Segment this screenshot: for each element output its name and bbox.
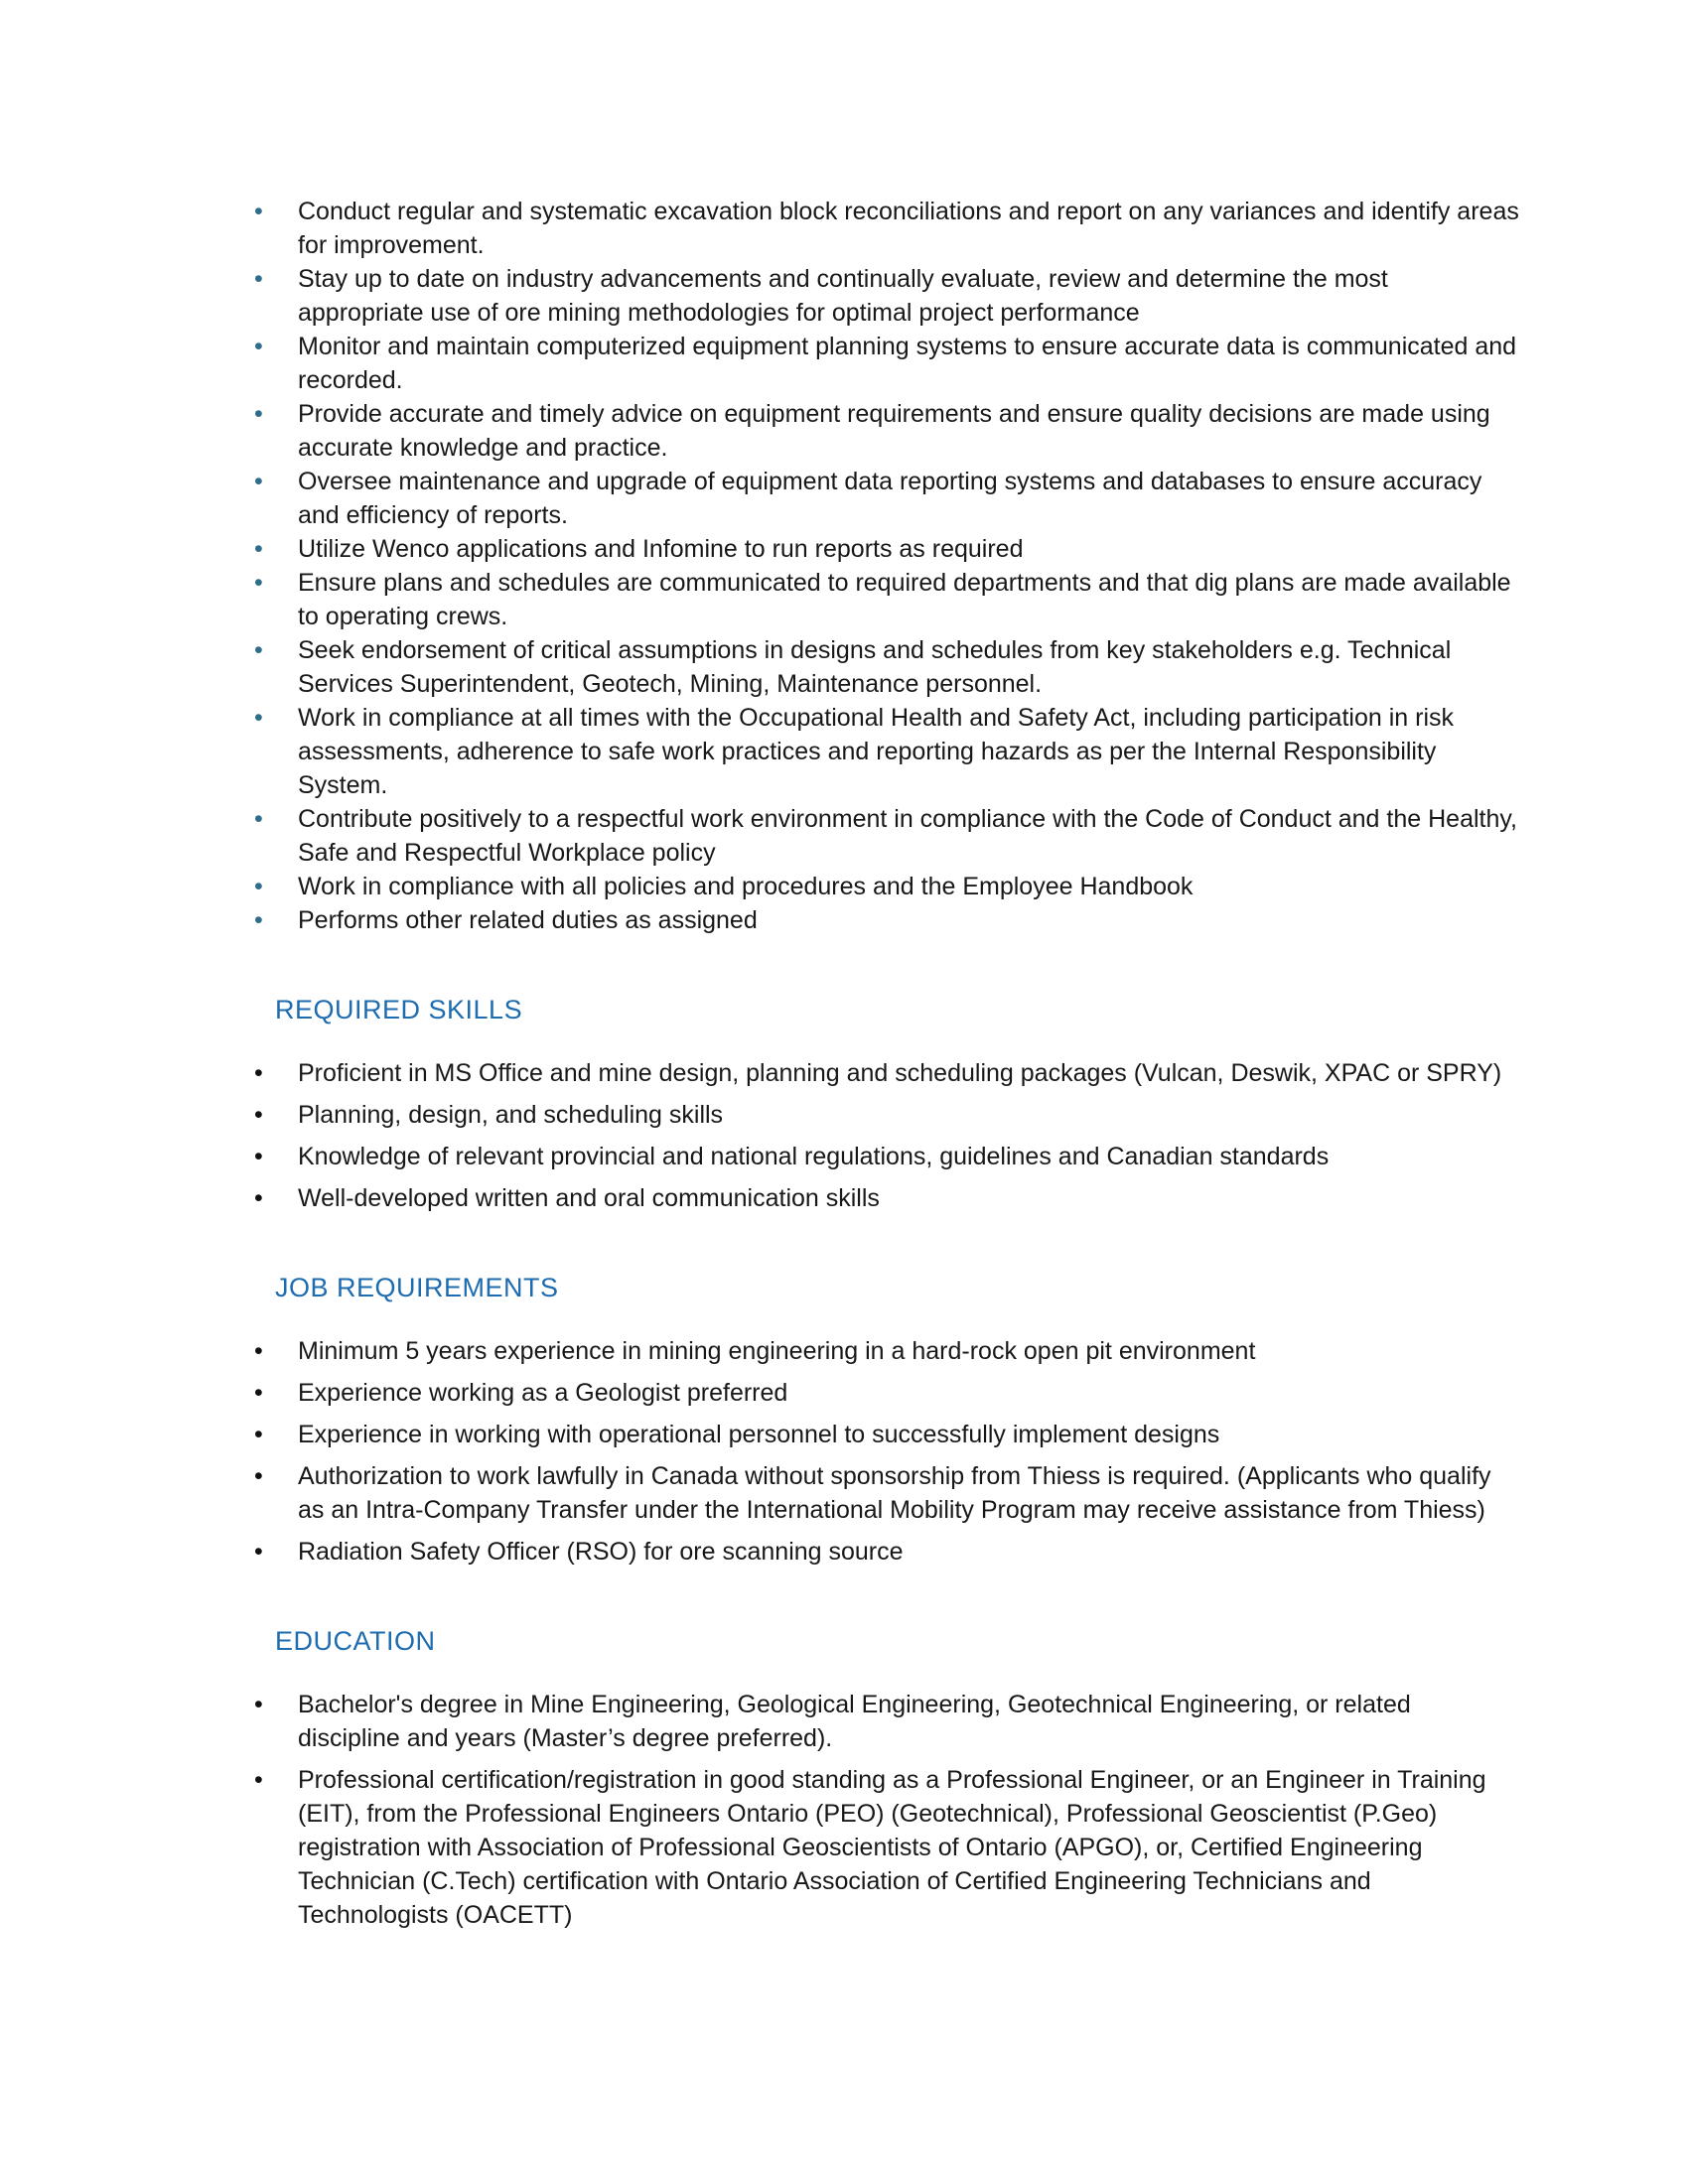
bullet-icon: •: [254, 265, 263, 293]
list-item-text: Radiation Safety Officer (RSO) for ore scanning source: [298, 1538, 904, 1566]
list-item-text: Authorization to work lawfully in Canada without sponsorship from Thiess is required. (Applicants who qualify as an Intra-Company Transfer under the International Mobility Program may receive assistance from Thiess): [298, 1462, 1491, 1524]
bullet-icon: •: [254, 873, 263, 900]
list-item-text: Conduct regular and systematic excavation block reconciliations and report on any variances and identify areas for improvement.: [298, 198, 1519, 259]
bullet-icon: •: [254, 636, 263, 664]
list-item-text: Contribute positively to a respectful work environment in compliance with the Code of Conduct and the Healthy, Safe and Respectful Workplace policy: [298, 805, 1517, 867]
section-responsibilities: [248, 195, 1569, 937]
list-item-text: Proficient in MS Office and mine design, planning and scheduling packages (Vulcan, Deswik, XPAC or SPRY): [298, 1059, 1502, 1087]
list-item: [248, 1688, 1519, 1755]
list-item: [248, 802, 1519, 870]
list-item-text: Ensure plans and schedules are communicated to required departments and that dig plans are made available to operating crews.: [298, 569, 1511, 630]
bullet-icon: •: [254, 535, 263, 563]
list-item: [248, 1056, 1519, 1090]
list-item: [248, 397, 1519, 465]
list-item: [248, 1140, 1519, 1173]
list-item-text: Stay up to date on industry advancements and continually evaluate, review and determine the most appropriate use of ore mining methodologies for optimal project performance: [298, 265, 1388, 327]
section-heading-job-requirements: JOB REQUIREMENTS: [275, 1273, 559, 1302]
list-item-text: Professional certification/registration in good standing as a Professional Engineer, or an Engineer in Training (EIT), from the Professional Engineers Ontario (PEO) (Geotechnical), Professional Geoscientist (P.Geo) registration with Association of Professional Geoscientists of Ontario (APGO), or, Certified Engineering Technician (C.Tech) certification with Ontario Association of Certified Engineering Technicians and Technologists (OACETT): [298, 1766, 1486, 1929]
list-item: [248, 1535, 1519, 1569]
bullet-icon: •: [254, 1101, 263, 1129]
bullet-icon: •: [254, 1462, 263, 1490]
list-item-text: Knowledge of relevant provincial and national regulations, guidelines and Canadian standards: [298, 1143, 1330, 1170]
list-item-text: Experience working as a Geologist preferred: [298, 1379, 788, 1407]
list-item-text: Bachelor's degree in Mine Engineering, Geological Engineering, Geotechnical Engineering, or related discipline and years (Master’s degree preferred).: [298, 1691, 1411, 1752]
job-requirements-list: [248, 1334, 1519, 1569]
bullet-icon: •: [254, 906, 263, 934]
section-heading-required-skills: REQUIRED SKILLS: [275, 995, 523, 1024]
bullet-icon: •: [254, 1766, 263, 1794]
list-item-text: Minimum 5 years experience in mining engineering in a hard-rock open pit environment: [298, 1337, 1256, 1365]
bullet-icon: •: [254, 1337, 263, 1365]
bullet-icon: •: [254, 1421, 263, 1448]
list-item-text: Utilize Wenco applications and Infomine to run reports as required: [298, 535, 1024, 563]
list-item-text: Work in compliance at all times with the Occupational Health and Safety Act, including participation in risk assessments, adherence to safe work practices and reporting hazards as per the Internal Responsibility System.: [298, 704, 1455, 799]
list-item: [248, 465, 1519, 532]
bullet-icon: •: [254, 1184, 263, 1212]
section-required-skills: [248, 993, 1569, 1215]
list-item-text: Planning, design, and scheduling skills: [298, 1101, 724, 1129]
bullet-icon: •: [254, 569, 263, 597]
list-item: [248, 566, 1519, 633]
list-item: [248, 330, 1519, 397]
section-job-requirements: [248, 1271, 1569, 1569]
list-item: [248, 870, 1519, 903]
list-item-text: Monitor and maintain computerized equipment planning systems to ensure accurate data is communicated and recorded.: [298, 333, 1517, 394]
list-item: [248, 1459, 1519, 1527]
bullet-icon: •: [254, 333, 263, 360]
section-heading-education: EDUCATION: [275, 1626, 436, 1656]
bullet-icon: •: [254, 1379, 263, 1407]
bullet-icon: •: [254, 805, 263, 833]
list-item-text: Experience in working with operational personnel to successfully implement designs: [298, 1421, 1220, 1448]
list-item: [248, 1418, 1519, 1451]
list-item: [248, 1098, 1519, 1132]
list-item: [248, 1181, 1519, 1215]
list-item-text: Well-developed written and oral communication skills: [298, 1184, 880, 1212]
bullet-icon: •: [254, 198, 263, 225]
list-item-text: Performs other related duties as assigned: [298, 906, 758, 934]
list-item: [248, 1334, 1519, 1368]
bullet-icon: •: [254, 1059, 263, 1087]
section-education: [248, 1624, 1569, 1932]
bullet-icon: •: [254, 468, 263, 495]
list-item: [248, 633, 1519, 701]
list-item: [248, 903, 1519, 937]
list-item-text: Oversee maintenance and upgrade of equipment data reporting systems and databases to ensure accuracy and efficiency of reports.: [298, 468, 1482, 529]
bullet-icon: •: [254, 1538, 263, 1566]
bullet-icon: •: [254, 1691, 263, 1718]
bullet-icon: •: [254, 1143, 263, 1170]
bullet-icon: •: [254, 704, 263, 732]
list-item-text: Provide accurate and timely advice on equipment requirements and ensure quality decisions are made using accurate knowledge and practice.: [298, 400, 1490, 462]
list-item: [248, 1763, 1519, 1932]
required-skills-list: [248, 1056, 1519, 1215]
list-item: [248, 1376, 1519, 1410]
education-list: [248, 1688, 1519, 1932]
list-item: [248, 532, 1519, 566]
bullet-icon: •: [254, 400, 263, 428]
list-item: [248, 195, 1519, 262]
list-item: [248, 701, 1519, 802]
list-item-text: Seek endorsement of critical assumptions in designs and schedules from key stakeholders e.g. Technical Services Superintendent, Geotech, Mining, Maintenance personnel.: [298, 636, 1452, 698]
list-item: [248, 262, 1519, 330]
list-item-text: Work in compliance with all policies and procedures and the Employee Handbook: [298, 873, 1194, 900]
responsibilities-list: [248, 195, 1519, 937]
